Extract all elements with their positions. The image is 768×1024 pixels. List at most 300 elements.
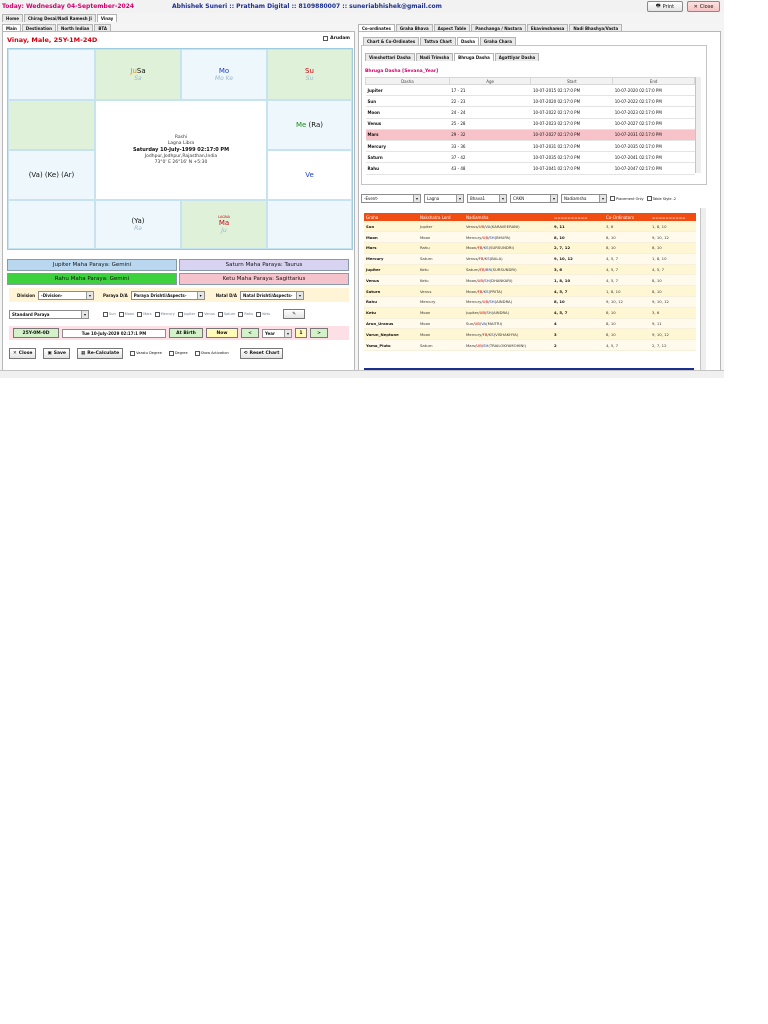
graha-row[interactable]: [364, 318, 696, 329]
south-indian-chart: [7, 48, 353, 250]
coordinators-b: 3, 6: [650, 307, 696, 318]
age-display: 25Y-0M-0D: [13, 328, 59, 338]
check-rahu[interactable]: Rahu: [238, 312, 253, 317]
nadiamsha-tag-b: BR: [485, 267, 492, 273]
house-12[interactable]: [8, 100, 95, 150]
graha-name: Mars: [364, 243, 418, 254]
graha-houses: 9, 10, 12: [552, 253, 604, 264]
coordinators-b: 8, 10: [650, 275, 696, 286]
drishti-controls: Division -Division- ▾ Paraya D/A Paraya Drishti/Aspects- ▾ Natal D/A Natal Drishti/Aspects- ▾: [9, 288, 349, 302]
dasha-start: 10-07-2022 02:17:0 PM: [531, 107, 613, 118]
col-start: Start: [531, 78, 613, 85]
status-bar: [0, 370, 724, 378]
nadiamsha-lord: Jupiter/: [466, 310, 480, 316]
tab-ekavimshamsa[interactable]: Ekavimshamsa: [527, 24, 568, 32]
chevron-down-icon: ▾: [456, 195, 463, 202]
graha-houses: 1, 8, 10: [552, 275, 604, 286]
calculator-icon: ▦: [80, 350, 86, 356]
nadiamsha-slash: /: [483, 256, 485, 262]
nadiamsha-slash: /: [481, 342, 484, 348]
coordinators-a: 4, 5, 7: [604, 340, 650, 351]
dasha-start: 10-07-2031 02:17:0 PM: [531, 140, 613, 151]
nakshatra-lord: Moon: [418, 232, 464, 243]
now-button[interactable]: Now: [206, 328, 238, 338]
tab-agattiyar-dasha[interactable]: Agattiyar Dasha: [495, 53, 539, 61]
standard-paraya-dropdown[interactable]: Standard Paraya ▾: [9, 310, 89, 319]
tab-graha-bhava[interactable]: Graha Bhava: [396, 24, 433, 32]
tab-dasha[interactable]: Dasha: [457, 37, 479, 45]
tab-nadi-trimsha[interactable]: Nadi Trimsha: [416, 53, 453, 61]
saturn-paraya: Saturn Maha Paraya: Taurus: [179, 259, 349, 271]
nadiamsha-name: (SURSUNDRI): [491, 267, 517, 273]
graha-row[interactable]: [364, 264, 696, 275]
step-unit-dropdown[interactable]: Year ▾: [262, 329, 292, 338]
nakshatra-lord: Saturn: [418, 340, 464, 351]
chevron-down-icon: ▾: [284, 330, 291, 337]
graha-row[interactable]: [364, 221, 696, 232]
house-5[interactable]: Me (Ra): [267, 100, 352, 150]
dasha-planet: Saturn: [366, 152, 450, 163]
tab-chart-coordinates[interactable]: Chart & Co-Ordinates: [363, 37, 419, 45]
dasha-row[interactable]: [366, 140, 695, 151]
nadiamsha-name: (AINDRA): [494, 299, 513, 305]
cakn-dropdown[interactable]: CAKN ▾: [510, 194, 558, 203]
division-dropdown[interactable]: -Division- ▾: [38, 291, 94, 300]
coordinators-b: 1, 8, 10: [650, 253, 696, 264]
close-button[interactable]: ✕ Close: [9, 348, 36, 359]
nadiamsha-cell: [464, 275, 552, 286]
dasha-age: 22 - 23: [449, 96, 531, 107]
details-panel: [358, 31, 721, 371]
nadiamsha-cell: [464, 243, 552, 254]
nadiamsha-tag-b: KS: [484, 256, 490, 262]
col-dasha: Dasha: [366, 78, 450, 85]
step-count[interactable]: 1: [295, 328, 307, 338]
tab-graha-chara[interactable]: Graha Chara: [480, 37, 516, 45]
dasha-age: 24 - 24: [449, 107, 531, 118]
tab-home[interactable]: Home: [2, 14, 23, 22]
col-sep-2: ==========: [650, 213, 696, 221]
close-icon: ✕: [13, 350, 17, 356]
paraya-planet-row: [9, 308, 349, 320]
top-tabs: [2, 14, 117, 22]
native-info: Vinay, Male, 25Y-1M-24D: [7, 36, 98, 44]
dasha-age: 33 - 36: [449, 140, 531, 151]
coordinators-a: 8, 10: [604, 318, 650, 329]
nakshatra-lord: Moon: [418, 307, 464, 318]
graha-row[interactable]: [364, 340, 696, 351]
dasha-table: [365, 77, 695, 175]
eraser-icon: ✎: [292, 311, 297, 317]
nadiamsha-slash: /: [484, 267, 486, 273]
nadiamsha-tag-a: UB: [479, 310, 486, 316]
nadiamsha-lord: Moon/: [466, 277, 478, 283]
house-8-lagna[interactable]: LAGNA Ma Ju: [181, 200, 267, 249]
check-mars[interactable]: Mars: [137, 312, 151, 317]
nadiamsha-tag-a: UB: [482, 234, 489, 240]
event-dropdown[interactable]: -Event- ▾: [361, 194, 421, 203]
nakshatra-lord: Saturn: [418, 253, 464, 264]
graha-name: Arun_Uranus: [364, 318, 418, 329]
at-birth-button[interactable]: At Birth: [169, 328, 203, 338]
tab-client[interactable]: Chirag Desai/Nadi Ramesh Ji: [24, 14, 96, 22]
chevron-down-icon: ▾: [499, 195, 506, 202]
tab-bhruga-dasha[interactable]: Bhruga Dasha: [454, 53, 494, 61]
paraya-dia-dropdown[interactable]: Paraya Drishti/Aspects- ▾: [131, 291, 205, 300]
nadiamsha-lord: Saturn/: [466, 267, 480, 273]
dasha-age: 43 - 48: [449, 163, 531, 174]
dasha-row[interactable]: [366, 85, 695, 96]
nadiamsha-lord: Mercury/: [466, 234, 483, 240]
nakshatra-lord: Rahu: [418, 243, 464, 254]
nakshatra-lord: Moon: [418, 329, 464, 340]
nadiamsha-tag-a: FB: [477, 245, 483, 251]
dasha-end: 10-07-2022 02:17:0 PM: [613, 96, 695, 107]
dasha-end: 10-07-2031 02:17:0 PM: [613, 129, 695, 140]
close-icon: ✕: [693, 3, 698, 10]
dasha-planet: Mars: [366, 129, 450, 140]
nadiamsha-cell: [464, 329, 552, 340]
house-11[interactable]: (Va) (Ke) (Ar): [8, 150, 95, 200]
app-window: [0, 0, 724, 378]
graha-name: Yama_Pluto: [364, 340, 418, 351]
nadiamsha-tag-a: UB: [482, 299, 489, 305]
house-2[interactable]: JuSa Sa: [95, 49, 181, 100]
graha-houses: 2: [552, 340, 604, 351]
house-7[interactable]: [267, 200, 352, 249]
col-coordinators: Co-Ordinators: [604, 213, 650, 221]
vaastu-degree-checkbox[interactable]: Vaastu Degree: [130, 351, 162, 356]
dasha-row[interactable]: [366, 129, 695, 140]
nadiamsha-cell: [464, 286, 552, 297]
graha-name: Sun: [364, 221, 418, 232]
dasha-row[interactable]: [366, 96, 695, 107]
chevron-down-icon: ▾: [81, 311, 88, 318]
nadiamsha-lord: Venus/: [466, 223, 479, 229]
graha-scrollbar[interactable]: [700, 208, 706, 370]
col-end: End: [613, 78, 695, 85]
nakshatra-lord: Jupiter: [418, 221, 464, 232]
coordinators-a: 9, 10, 12: [604, 297, 650, 308]
graha-name: Venus: [364, 275, 418, 286]
graha-name: Jupiter: [364, 264, 418, 275]
dasha-row[interactable]: [366, 107, 695, 118]
check-mercury[interactable]: Mercury: [155, 312, 175, 317]
reset-chart-button[interactable]: ⟲ Reset Chart: [240, 348, 284, 359]
nadiamsha-name: (PRITA): [488, 288, 503, 294]
nadiamsha-name: (MAITRI): [486, 321, 503, 327]
dasha-planet: Rahu: [366, 163, 450, 174]
nadiamsha-lord: Moon/: [466, 245, 478, 251]
coordinators-a: 8, 10: [604, 232, 650, 243]
nadiamsha-lord: Mercury/: [466, 299, 483, 305]
nakshatra-lord: Venus: [418, 286, 464, 297]
house-1[interactable]: [8, 49, 95, 100]
chevron-down-icon: ▾: [86, 292, 93, 299]
close-window-button[interactable]: ✕ Close: [687, 1, 720, 12]
lagna-dropdown[interactable]: Lagna ▾: [424, 194, 464, 203]
nadiamsha-tag-a: UB: [474, 321, 480, 327]
dasha-planet: Mercury: [366, 140, 450, 151]
graha-houses: 8, 10: [552, 297, 604, 308]
house-4[interactable]: Su Su: [267, 49, 352, 100]
nadiamsha-tag-a: UB: [477, 277, 483, 283]
coordinators-b: 2, 7, 12: [650, 340, 696, 351]
dasha-end: 10-07-2027 02:17:0 PM: [613, 118, 695, 129]
dasha-start: 10-07-2023 02:17:0 PM: [531, 118, 613, 129]
nadiamsha-tag-b: SH: [486, 310, 492, 316]
graha-filters: [361, 194, 676, 203]
graha-row[interactable]: [364, 307, 696, 318]
dasha-end: 10-07-2023 02:17:0 PM: [613, 107, 695, 118]
nadiamsha-name: (KARAVEERANI): [490, 223, 520, 229]
title-bar: [0, 0, 724, 13]
rahu-paraya: Rahu Maha Paraya: Gemini: [7, 273, 177, 285]
graha-row[interactable]: [364, 253, 696, 264]
nadiamsha-name: (AINDRA): [491, 310, 510, 316]
graha-houses: 3: [552, 329, 604, 340]
house-9[interactable]: (Ya) Ra: [95, 200, 181, 249]
prev-button[interactable]: <: [241, 328, 259, 338]
graha-row[interactable]: [364, 243, 696, 254]
dasha-end: 10-07-2041 02:17:0 PM: [613, 152, 695, 163]
coordinators-a: 1, 8, 10: [604, 286, 650, 297]
nadiamsha-tag-b: KS: [483, 288, 489, 294]
dasha-age: 29 - 32: [449, 129, 531, 140]
graha-row[interactable]: [364, 329, 696, 340]
nadiamsha-tag-b: VA: [485, 223, 491, 229]
coordinators-a: 8, 10: [604, 307, 650, 318]
today-date: Today: Wednesday 04-September-2024: [2, 3, 135, 10]
coordinators-b: 1, 8, 10: [650, 221, 696, 232]
nadiamsha-slash: /: [487, 331, 489, 337]
nadiamsha-cell: [464, 221, 552, 232]
graha-row[interactable]: [364, 275, 696, 286]
nakshatra-lord: Ketu: [418, 264, 464, 275]
show-activation-checkbox[interactable]: Show Activation: [195, 351, 229, 356]
save-icon: ▣: [47, 350, 52, 356]
chart-center-info: Rashi Lagna Libra Saturday 10-July-1999 02:17:0 PM Jodhpur,Jodhpur,Rajasthan,India 73°0' E 26°16' N +5:30: [95, 100, 267, 200]
nadiamsha-tag-b: VA: [481, 321, 487, 327]
graha-houses: 2, 7, 12: [552, 243, 604, 254]
coordinators-b: 8, 10: [650, 286, 696, 297]
arudam-checkbox[interactable]: Arudam: [323, 36, 350, 41]
nadiamsha-name: (SURSUNDRI): [488, 245, 515, 251]
nadiamsha-slash: /: [485, 310, 487, 316]
reset-icon: ⟲: [243, 350, 248, 356]
graha-name: Saturn: [364, 286, 418, 297]
col-nakshatra-lord: Nakshatra Lord: [418, 213, 464, 221]
nadiamsha-dropdown[interactable]: Nadiamsha ▾: [561, 194, 607, 203]
nadiamsha-lord: Mercury/: [466, 331, 483, 337]
clear-icon-button[interactable]: [283, 309, 305, 319]
dasha-row[interactable]: [366, 152, 695, 163]
recalculate-button[interactable]: ▦ Re-Calculate: [77, 348, 123, 359]
tab-coordinates[interactable]: Co-ordinates: [358, 24, 395, 32]
tab-panchanga[interactable]: Panchanga / Nastara: [471, 24, 526, 32]
tab-bta[interactable]: BTA: [94, 24, 111, 32]
dasha-scrollbar[interactable]: [695, 77, 701, 173]
nadiamsha-cell: [464, 297, 552, 308]
degree-checkbox[interactable]: Degree: [169, 351, 188, 356]
dasha-row[interactable]: [366, 163, 695, 174]
tab-north-indian[interactable]: North Indian: [57, 24, 93, 32]
col-nadiamsha: Nadiamsha: [464, 213, 552, 221]
graha-name: Varun_Neptune: [364, 329, 418, 340]
nadiamsha-tag-a: FB: [482, 331, 488, 337]
graha-houses: 9, 11: [552, 221, 604, 232]
house-3[interactable]: Mo Mo Ke: [181, 49, 267, 100]
placement-only-checkbox[interactable]: Placement Only: [610, 196, 644, 201]
nadiamsha-lord: Mars/: [466, 342, 477, 348]
jupiter-paraya: Jupiter Maha Paraya: Gemini: [7, 259, 177, 271]
dasha-end: 10-07-2020 02:17:0 PM: [613, 85, 695, 96]
print-button[interactable]: 🖶 Print: [647, 1, 683, 12]
dasha-planet: Venus: [366, 118, 450, 129]
check-jupiter[interactable]: Jupiter: [178, 312, 195, 317]
coordinators-b: 8, 10: [650, 243, 696, 254]
graha-houses: 3, 6: [552, 264, 604, 275]
natal-dia-dropdown[interactable]: Natal Drishti/Aspects- ▾: [240, 291, 304, 300]
transit-nav-row: [9, 326, 349, 340]
graha-name: Moon: [364, 232, 418, 243]
nadiamsha-slash: /: [482, 245, 484, 251]
tab-nadi-bhashya[interactable]: Nadi Bhashya/Vasta: [569, 24, 622, 32]
coordinators-b: 4, 5, 7: [650, 264, 696, 275]
graha-row[interactable]: [364, 297, 696, 308]
coordinators-a: 8, 10: [604, 329, 650, 340]
nadiamsha-lord: Venus/: [466, 256, 479, 262]
nadiamsha-slash: /: [488, 234, 490, 240]
chart-subtabs: [363, 37, 516, 45]
nakshatra-lord: Mercury: [418, 297, 464, 308]
col-age: Age: [449, 78, 531, 85]
tab-vinay[interactable]: Vinay: [97, 14, 117, 22]
nadiamsha-cell: [464, 340, 552, 351]
graha-table: [364, 213, 696, 351]
coordinators-a: 4, 5, 7: [604, 275, 650, 286]
dasha-end: 10-07-2035 02:17:0 PM: [613, 140, 695, 151]
tab-vimshottari[interactable]: Vimshottari Dasha: [365, 53, 415, 61]
coordinators-a: 4, 5, 7: [604, 264, 650, 275]
nadiamsha-name: (TRAILOKYAMOHINI): [488, 342, 526, 348]
coordinators-b: 9, 11: [650, 318, 696, 329]
check-venus[interactable]: Venus: [198, 312, 215, 317]
nadiamsha-lord: Moon/: [466, 288, 478, 294]
nadiamsha-name: (BALA): [489, 256, 503, 262]
nadiamsha-tag-b: KS: [483, 245, 489, 251]
check-saturn[interactable]: Saturn: [218, 312, 236, 317]
nadiamsha-cell: [464, 264, 552, 275]
dasha-planet: Jupiter: [366, 85, 450, 96]
chevron-down-icon: ▾: [599, 195, 606, 202]
col-graha: Graha: [364, 213, 418, 221]
dasha-title: Bhruga Dasha [Sevana_Year]: [365, 69, 439, 74]
graha-row[interactable]: [364, 232, 696, 243]
dasha-start: 10-07-2027 02:17:0 PM: [531, 129, 613, 140]
nadiamsha-name: (VISHAKHYA): [493, 331, 519, 337]
chevron-down-icon: ▾: [197, 292, 204, 299]
nadiamsha-tag-b: KS: [488, 331, 494, 337]
nadiamsha-slash: /: [483, 277, 485, 283]
chevron-down-icon: ▾: [296, 292, 303, 299]
bhava-dropdown[interactable]: Bhava1 ▾: [467, 194, 507, 203]
nadiamsha-slash: /: [484, 223, 486, 229]
nadiamsha-lord: Sun/: [466, 321, 475, 327]
next-button[interactable]: >: [310, 328, 328, 338]
coordinators-a: 4, 5, 7: [604, 253, 650, 264]
dasha-planet: Sun: [366, 96, 450, 107]
check-sun[interactable]: Sun: [103, 312, 116, 317]
printer-icon: 🖶: [655, 2, 661, 9]
dasha-age: 37 - 42: [449, 152, 531, 163]
tab-destination[interactable]: Destination: [22, 24, 56, 32]
nadiamsha-slash: /: [482, 288, 484, 294]
nadiamsha-name: (DHANKARI): [489, 277, 513, 283]
dasha-start: 10-07-2015 02:17:0 PM: [531, 85, 613, 96]
nadiamsha-cell: [464, 318, 552, 329]
coordinators-a: 8, 10: [604, 243, 650, 254]
nakshatra-lord: Ketu: [418, 275, 464, 286]
coordinators-b: 9, 10, 12: [650, 297, 696, 308]
nadiamsha-tag-b: SH: [483, 342, 489, 348]
dasha-planet: Moon: [366, 107, 450, 118]
graha-houses: 4, 5, 7: [552, 286, 604, 297]
tab-aspect-table[interactable]: Aspect Table: [434, 24, 471, 32]
nadiamsha-slash: /: [488, 299, 490, 305]
graha-houses: 4: [552, 318, 604, 329]
save-button[interactable]: ▣ Save: [43, 348, 70, 359]
house-10[interactable]: [8, 200, 95, 249]
house-6[interactable]: Ve: [267, 150, 352, 200]
chevron-down-icon: ▾: [550, 195, 557, 202]
nadiamsha-tag-a: FB: [478, 256, 484, 262]
nadiamsha-tag-b: SH: [489, 234, 495, 240]
nadiamsha-name: (BHUPA): [494, 234, 511, 240]
nadiamsha-cell: [464, 253, 552, 264]
nadiamsha-cell: [464, 307, 552, 318]
dasha-start: 10-07-2041 02:17:0 PM: [531, 163, 613, 174]
transit-date-field[interactable]: Tue 10-July-2029 02:17:1 PM: [62, 329, 166, 338]
tab-main[interactable]: Main: [2, 24, 21, 32]
col-sep-1: ==========: [552, 213, 604, 221]
dasha-start: 10-07-2035 02:17:0 PM: [531, 152, 613, 163]
nadiamsha-tag-a: UB: [478, 223, 485, 229]
coordinators-b: 9, 10, 12: [650, 329, 696, 340]
nakshatra-lord: Moon: [418, 318, 464, 329]
graha-houses: 8, 10: [552, 232, 604, 243]
tab-tattva-chart[interactable]: Tattva Chart: [420, 37, 456, 45]
check-moon[interactable]: Moon: [119, 312, 135, 317]
graha-name: Rahu: [364, 297, 418, 308]
table-style-checkbox[interactable]: Table Style -2: [647, 196, 677, 201]
action-row: [9, 347, 349, 359]
dasha-type-tabs: [365, 53, 539, 61]
dasha-age: 25 - 28: [449, 118, 531, 129]
dasha-end: 10-07-2047 02:17:0 PM: [613, 163, 695, 174]
graha-name: Ketu: [364, 307, 418, 318]
dasha-start: 10-07-2020 02:17:0 PM: [531, 96, 613, 107]
coordinators-a: 3, 6: [604, 221, 650, 232]
graha-houses: 4, 5, 7: [552, 307, 604, 318]
ketu-paraya: Ketu Maha Paraya: Sagittarius: [179, 273, 349, 285]
nadiamsha-cell: [464, 232, 552, 243]
graha-row[interactable]: [364, 286, 696, 297]
checkbox-icon: [323, 36, 328, 41]
dasha-row[interactable]: [366, 118, 695, 129]
check-ketu[interactable]: Ketu: [256, 312, 270, 317]
dasha-age: 17 - 21: [449, 85, 531, 96]
